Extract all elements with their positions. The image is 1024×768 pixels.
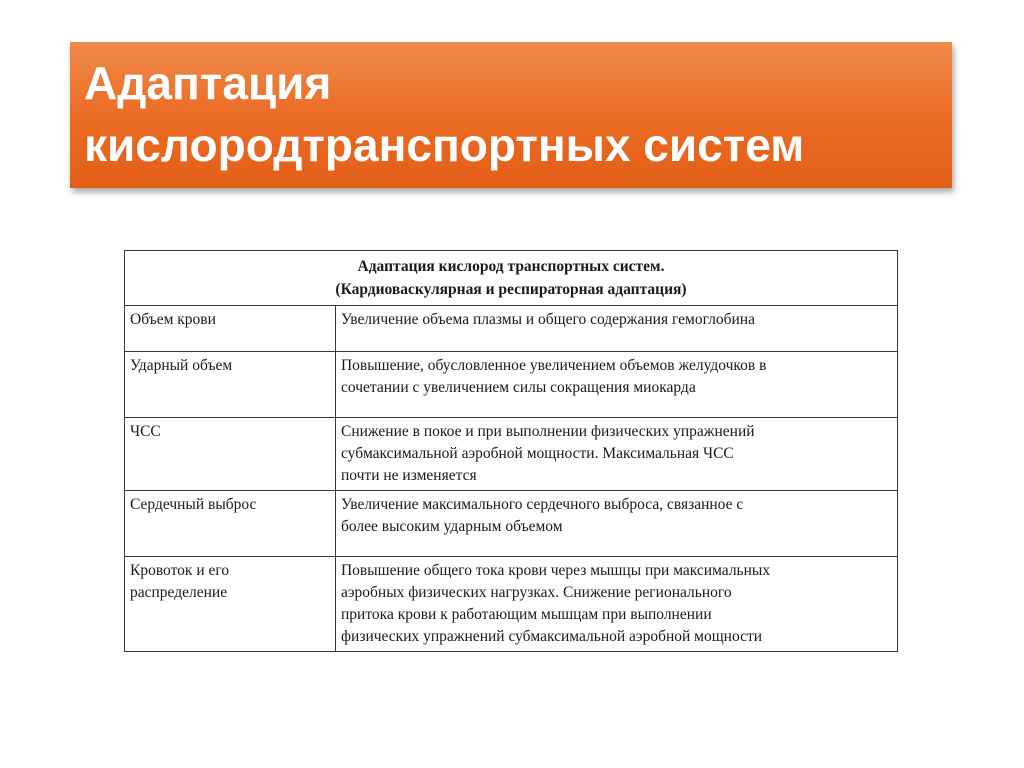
desc-text: почти не изменяется	[340, 467, 477, 484]
desc-text: притока крови к работающим мышцам при выполнении	[340, 606, 712, 623]
param-text: Сердечный выброс	[130, 496, 257, 513]
table-header-cell	[125, 251, 898, 306]
param-text: распределение	[130, 584, 228, 601]
desc-text: Повышение общего тока крови через мышцы при максимальных	[340, 562, 771, 579]
table-row	[125, 418, 898, 491]
table-row	[125, 491, 898, 557]
table-header-line-2: (Кардиоваскулярная и респираторная адаптация)	[335, 281, 687, 298]
table-row	[125, 306, 898, 352]
desc-cell	[335, 557, 897, 652]
desc-cell	[335, 491, 897, 557]
slide-title-banner	[70, 42, 952, 188]
param-cell	[125, 557, 336, 652]
slide-title-line-1: Адаптация	[84, 57, 332, 109]
table-row	[125, 557, 898, 652]
desc-text: физических упражнений субмаксимальной аэробной мощности	[340, 628, 763, 645]
desc-text: Повышение, обусловленное увеличением объемов желудочков в	[340, 357, 767, 374]
adaptation-table	[124, 250, 898, 652]
table-header-row	[125, 251, 898, 306]
param-text: Объем крови	[130, 311, 216, 328]
desc-text: Увеличение объема плазмы и общего содержания гемоглобина	[340, 311, 755, 328]
desc-text: субмаксимальной аэробной мощности. Максимальная ЧСС	[340, 445, 734, 462]
desc-text: более высоким ударным объемом	[340, 518, 563, 535]
desc-cell	[335, 418, 897, 491]
param-text: ЧСС	[130, 423, 161, 440]
param-cell	[125, 352, 336, 418]
param-cell	[125, 418, 336, 491]
desc-text: Увеличение максимального сердечного выброса, связанное с	[340, 496, 744, 513]
table-row	[125, 352, 898, 418]
param-cell	[125, 306, 336, 352]
desc-text: аэробных физических нагрузках. Снижение регионального	[340, 584, 732, 601]
desc-text: Снижение в покое и при выполнении физических упражнений	[340, 423, 755, 440]
desc-cell	[335, 352, 897, 418]
slide-title-line-2: кислородтранспортных систем	[84, 119, 805, 171]
table-header-line-1: Адаптация кислород транспортных систем.	[357, 258, 665, 275]
param-text: Кровоток и его	[130, 562, 230, 579]
param-text: Ударный объем	[130, 357, 233, 374]
desc-text: сочетании с увеличением силы сокращения миокарда	[340, 379, 696, 396]
param-cell	[125, 491, 336, 557]
desc-cell	[335, 306, 897, 352]
